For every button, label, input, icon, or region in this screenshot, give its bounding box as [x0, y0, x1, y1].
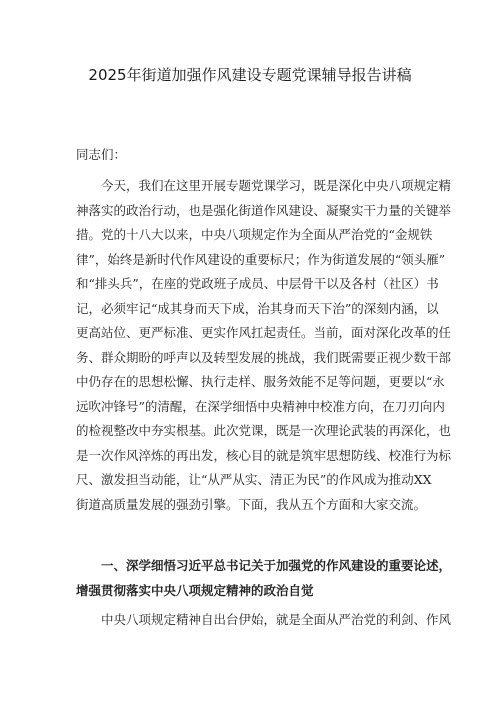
section-heading-1 [76, 554, 452, 603]
paragraph-line: 和“排头兵”，在座的党政班子成员、中层骨干以及各村（社区）书 [76, 276, 439, 291]
paragraph-line: 远吹冲锋号”的清醒，在深学细悟中央精神中校准方向，在刀刃向内 [76, 398, 445, 414]
paragraph-line: 律”，始终是新时代作风建设的重要标尺；作为街道发展的“领头雁” [76, 251, 446, 267]
paragraph-line: 中央八项规定精神自出台伊始，就是全面从严治党的利剑、作风 [101, 612, 452, 627]
paragraph-line: 尺、激发担当动能，让“从严从实、清正为民”的作风成为推动XX [76, 472, 432, 487]
paragraph-line: 街道高质量发展的强劲引擎。下面，我从五个方面和大家交流。 [76, 496, 427, 512]
paragraph-line: 是一次作风淬炼的再出发，核心目的就是筑牢思想防线、校准行为标 [76, 447, 452, 463]
heading-line: 一、深学细悟习近平总书记关于加强党的作风建设的重要论述， [101, 558, 452, 573]
paragraph-line: 中仍存在的思想松懈、执行走样、服务效能不足等问题，更要以“永 [76, 374, 445, 389]
paragraph-line: 措。党的十八大以来，中央八项规定作为全面从严治党的“金规铁 [76, 227, 433, 242]
paragraph-line: 更高站位、更严标准、更实作风扛起责任。当前，面对深化改革的任 [76, 325, 452, 340]
paragraph-line: 的检视整改中夯实根基。此次党课，既是一次理论武装的再深化，也 [76, 423, 452, 438]
heading-line: 增强贯彻落实中央八项规定精神的政治自觉 [76, 582, 314, 598]
section-1-paragraph [76, 608, 452, 633]
paragraph-line: 神落实的政治行动，也是强化街道作风建设、凝聚实干力量的关键举 [76, 202, 452, 218]
paragraph-line: 今天，我们在这里开展专题党课学习，既是深化中央八项规定精 [101, 178, 452, 193]
paragraph-line: 务、群众期盼的呼声以及转型发展的挑战，我们既需要正视少数干部 [76, 349, 452, 365]
intro-paragraph [76, 174, 452, 517]
salutation: 同志们： [76, 147, 127, 162]
paragraph-line: 记，必须牢记“成其身而天下成，治其身而天下治”的深刻内涵，以 [76, 300, 439, 316]
document-title: 2025年街道加强作风建设专题党课辅导报告讲稿 [88, 66, 412, 84]
